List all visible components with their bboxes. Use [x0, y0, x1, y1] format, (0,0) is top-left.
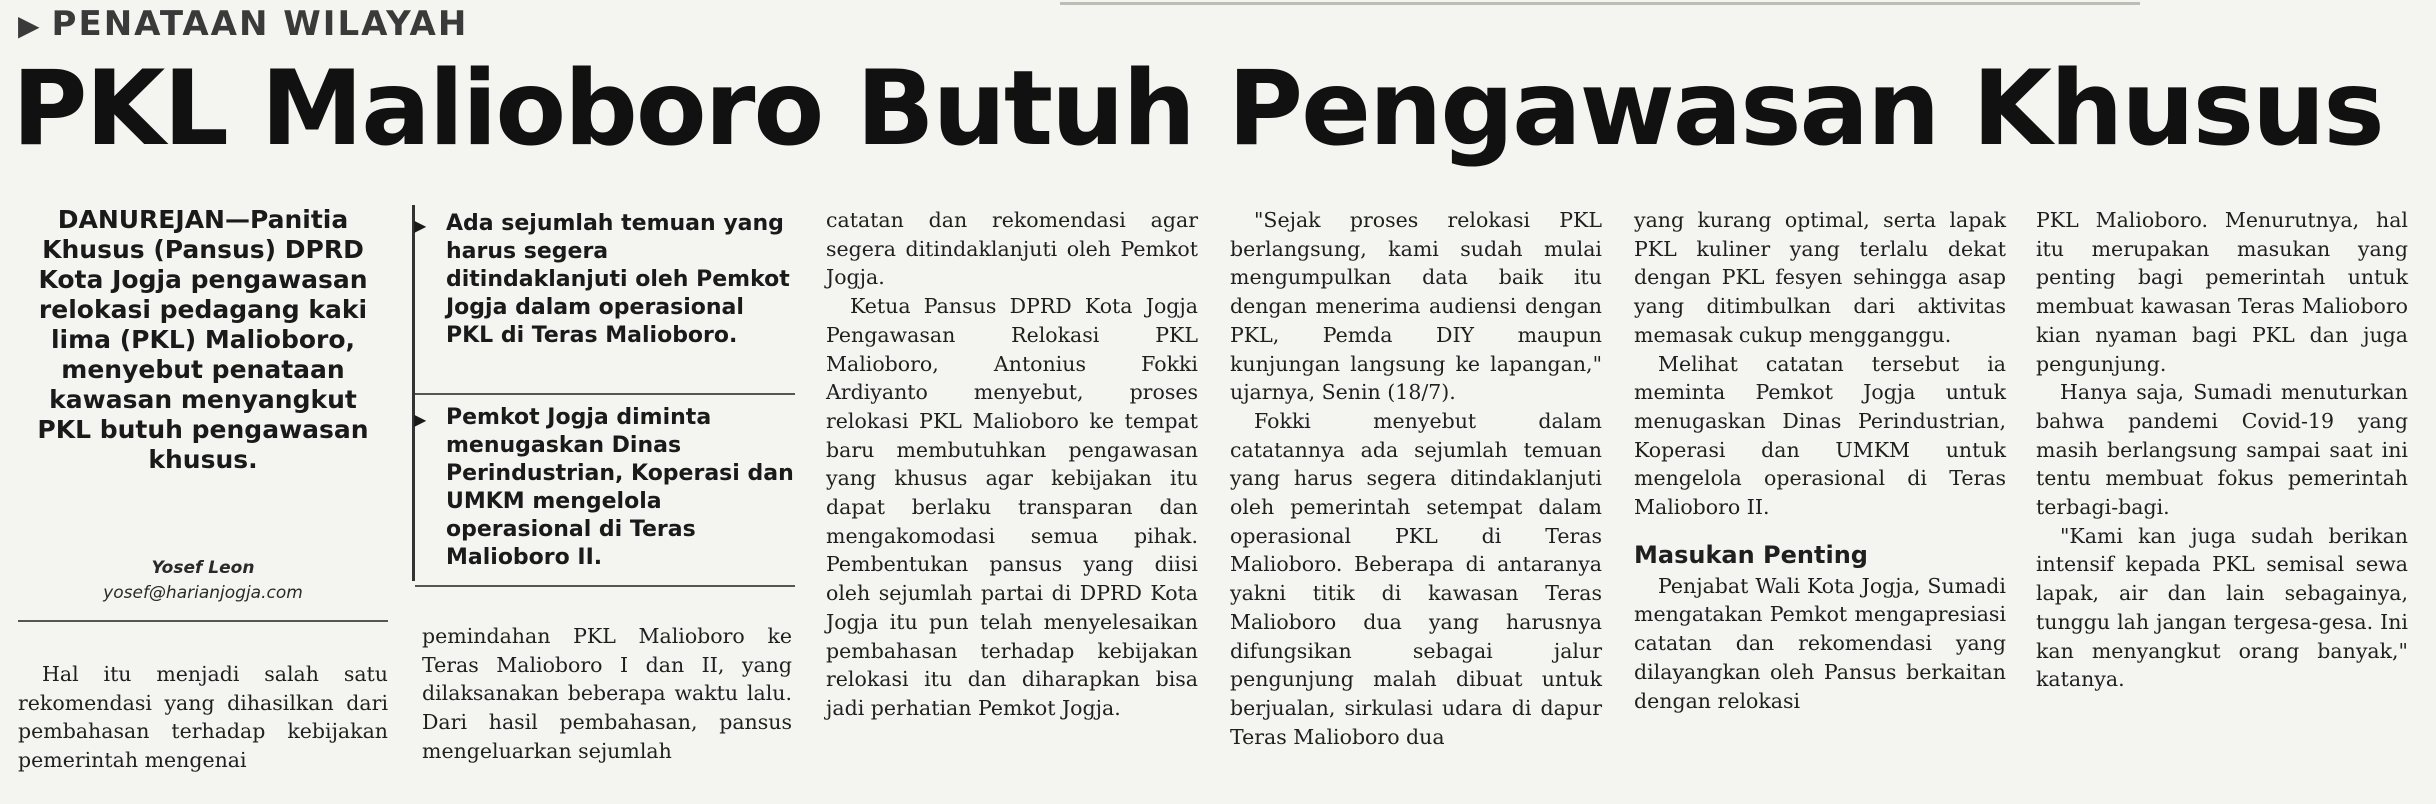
body-paragraph: "Kami kan juga sudah berikan intensif kepada PKL semisal sewa lapak, air dan lain sebagainya, tunggu lah jangan tergesa-gesa. Ini kan menyangkut orang banyak," katanya. [2036, 523, 2408, 692]
body-column-3 [826, 206, 1198, 723]
triangle-bullet-icon: ▶ [414, 216, 427, 235]
rubric-label: PENATAAN WILAYAH [51, 4, 469, 44]
body-paragraph: Hanya saja, Sumadi menuturkan bahwa pandemi Covid-19 yang masih berlangsung sampai saat ini tentu membuat fokus pemerintah terbagi-bagi. [2036, 380, 2408, 520]
highlight-text: Pemkot Jogja diminta menugaskan Dinas Perindustrian, Koperasi dan UMKM mengelola operasional di Teras Malioboro II. [446, 405, 794, 570]
highlight-bottom-rule [415, 585, 795, 587]
byline-email: yosef@harianjogja.com [103, 583, 303, 603]
body-paragraph: Fokki menyebut dalam catatannya ada sejumlah temuan yang harus segera ditindaklanjuti oleh pemerintah setempat dalam operasional PKL di Teras Malioboro. Beberapa di antaranya yakni titik di kawasan Teras Malioboro dua yang harusnya difungsikan sebagai jalur pengunjung malah dibuat untuk berjualan, sirkulasi udara di dapur Teras Malioboro dua [1230, 408, 1602, 749]
body-paragraph: pemindahan PKL Malioboro ke Teras Malioboro I dan II, yang dilaksanakan beberapa waktu lalu. Dari hasil pembahasan, pansus mengeluarkan sejumlah [422, 624, 792, 763]
body-paragraph: Hal itu menjadi salah satu rekomendasi yang dihasilkan dari pembahasan terhadap kebijakan pemerintah mengenai [18, 662, 388, 773]
subheading: Masukan Penting [1634, 540, 1868, 569]
byline-name: Yosef Leon [151, 558, 255, 578]
body-paragraph: catatan dan rekomendasi agar segera ditindaklanjuti oleh Pemkot Jogja. [826, 208, 1198, 290]
body-column-1 [18, 660, 388, 775]
body-paragraph: Ketua Pansus DPRD Kota Jogja Pengawasan Relokasi PKL Malioboro, Antonius Fokki Ardiyanto menyebut, proses relokasi PKL Malioboro ke tempat baru membutuhkan pengawasan yang khusus agar kebijakan itu dapat berlaku transparan dan mengakomodasi semua pihak. Pembentukan pansus yang diisi oleh sejumlah partai di DPRD Kota Jogja itu pun telah menyelesaikan pembahasan terhadap kebijakan relokasi itu dan diharapkan bisa jadi perhatian Pemkot Jogja. [826, 294, 1198, 720]
body-paragraph: "Sejak proses relokasi PKL berlangsung, kami sudah mulai mengumpulkan data baik itu dengan menerima audiensi dengan PKL, Pemda DIY maupun kunjungan langsung ke lapangan," ujarnya, Senin (18/7). [1230, 208, 1602, 405]
headline: PKL Malioboro Butuh Pengawasan Khusus [12, 49, 2383, 169]
body-column-5 [1634, 206, 2006, 715]
highlight-text: Ada sejumlah temuan yang harus segera ditindaklanjuti oleh Pemkot Jogja dalam operasional PKL di Teras Malioboro. [446, 211, 790, 348]
lead-paragraph: DANUREJAN—Panitia Khusus (Pansus) DPRD Kota Jogja pengawasan relokasi pedagang kaki lima (PKL) Malioboro, menyebut penataan kawasan menyangkut PKL butuh pengawasan khusus. [37, 205, 369, 474]
highlight-item [414, 404, 796, 572]
section-rubric [18, 4, 468, 44]
body-column-2 [422, 622, 792, 766]
highlight-divider [415, 393, 795, 395]
body-paragraph: PKL Malioboro. Menurutnya, hal itu merupakan masukan yang penting bagi pemerintah untuk membuat kawasan Teras Malioboro kian nyaman bagi PKL dan juga pengunjung. [2036, 208, 2408, 376]
lead-divider [18, 620, 388, 622]
highlight-item [414, 210, 796, 350]
body-column-4 [1230, 206, 1602, 751]
triangle-right-icon: ▶ [18, 9, 42, 42]
triangle-bullet-icon: ▶ [414, 410, 427, 429]
body-paragraph: Penjabat Wali Kota Jogja, Sumadi mengatakan Pemkot mengapresiasi catatan dan rekomendasi yang dilayangkan oleh Pansus berkaitan dengan relokasi [1634, 573, 2006, 713]
body-paragraph: Melihat catatan tersebut ia meminta Pemkot Jogja untuk menugaskan Dinas Perindustrian, Koperasi dan UMKM untuk mengelola operasional di Teras Malioboro II. [1634, 351, 2006, 520]
top-rule [1060, 2, 2140, 5]
body-column-6 [2036, 206, 2408, 694]
body-paragraph: yang kurang optimal, serta lapak PKL kuliner yang terlalu dekat dengan PKL fesyen sehingga asap yang ditimbulkan dari aktivitas memasak cukup mengganggu. [1634, 208, 2006, 347]
